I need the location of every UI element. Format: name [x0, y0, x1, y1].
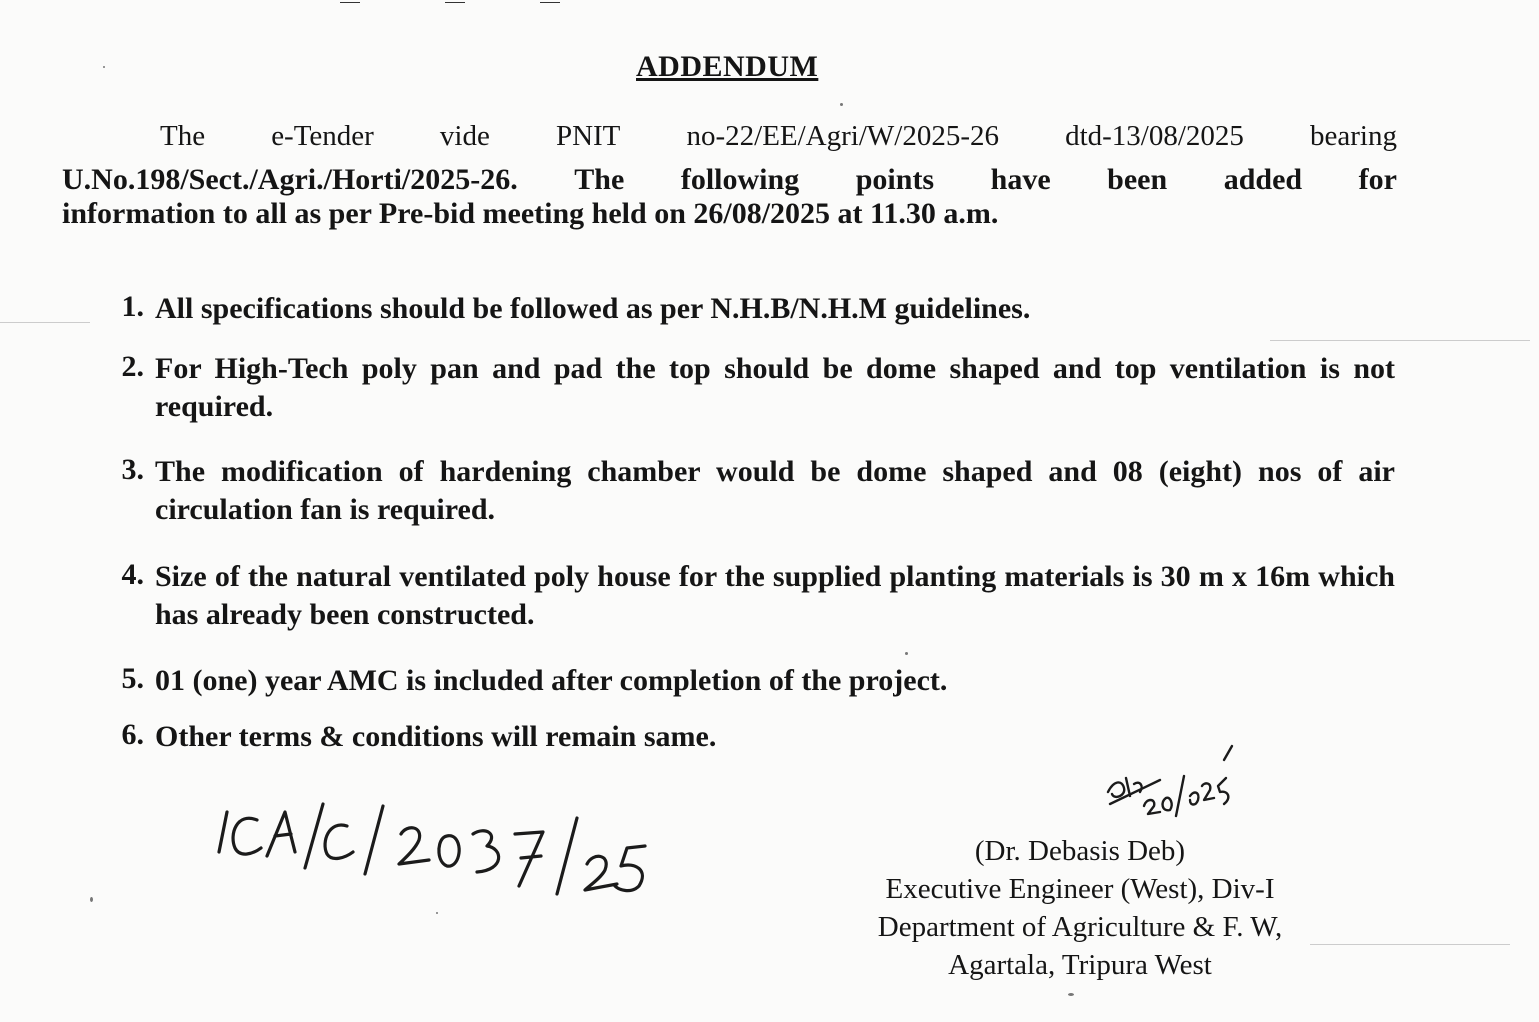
intro-word: bearing — [1310, 120, 1397, 152]
intro-line-3: information to all as per Pre-bid meeting held on 26/08/2025 at 11.30 a.m. — [62, 197, 999, 230]
scan-speck — [905, 652, 908, 655]
scan-speck — [90, 897, 93, 902]
intro-word: for — [1358, 163, 1397, 196]
intro-word: PNIT — [555, 120, 621, 152]
intro-word: dtd-13/08/2025 — [1065, 120, 1244, 152]
intro-word: The — [574, 163, 625, 196]
intro-word: been — [1107, 163, 1168, 196]
signatory-block — [840, 832, 1320, 984]
handwritten-reference-number — [215, 790, 655, 900]
scan-artifact-line — [445, 2, 465, 3]
list-item-text: The modification of hardening chamber would be dome shaped and 08 (eight) nos of air circulation fan is required. — [155, 455, 1395, 526]
document-title: ADDENDUM — [636, 50, 819, 83]
scan-artifact-line — [340, 2, 360, 3]
intro-word: The — [160, 120, 206, 152]
signatory-designation: Executive Engineer (West), Div-I — [885, 873, 1275, 905]
intro-word: e-Tender — [271, 120, 374, 152]
signature-initials — [1100, 740, 1240, 820]
signatory-department: Department of Agriculture & F. W, — [877, 911, 1283, 943]
scan-speck — [1068, 993, 1074, 996]
intro-word: added — [1223, 163, 1303, 196]
signatory-location: Agartala, Tripura West — [948, 949, 1212, 981]
list-item-text: For High-Tech poly pan and pad the top should be dome shaped and top ventilation is not required. — [155, 352, 1395, 423]
list-item-text: All specifications should be followed as per N.H.B/N.H.M guidelines. — [155, 292, 1031, 325]
intro-word: no-22/EE/Agri/W/2025-26 — [686, 120, 999, 152]
scan-artifact-line — [1270, 340, 1530, 341]
list-item-number: 6. — [121, 718, 144, 751]
list-item-text: Other terms & conditions will remain same. — [155, 720, 717, 753]
signatory-name: (Dr. Debasis Deb) — [974, 835, 1186, 867]
list-item-text: Size of the natural ventilated poly house for the supplied planting materials is 30 m x 16m which has already been constructed. — [155, 560, 1395, 631]
intro-line-1 — [160, 120, 1397, 153]
scan-artifact-line — [0, 322, 90, 323]
list-item-number: 4. — [121, 558, 144, 591]
intro-line-2 — [62, 163, 1397, 197]
list-item-number: 1. — [121, 290, 144, 323]
list-item-text: 01 (one) year AMC is included after completion of the project. — [155, 664, 948, 697]
intro-word: following — [680, 163, 800, 196]
list-item-number: 5. — [121, 662, 144, 695]
intro-word: U.No.198/Sect./Agri./Horti/2025-26. — [62, 163, 518, 196]
intro-word: vide — [439, 120, 490, 152]
scan-speck — [436, 912, 438, 914]
list-item-number: 3. — [121, 453, 144, 486]
scan-artifact-line — [1310, 944, 1510, 945]
scan-artifact-line — [540, 2, 560, 3]
intro-word: points — [855, 163, 935, 196]
list-item-number: 2. — [121, 350, 144, 383]
intro-word: have — [990, 163, 1051, 196]
scan-speck — [103, 66, 105, 68]
scan-speck — [840, 103, 843, 106]
